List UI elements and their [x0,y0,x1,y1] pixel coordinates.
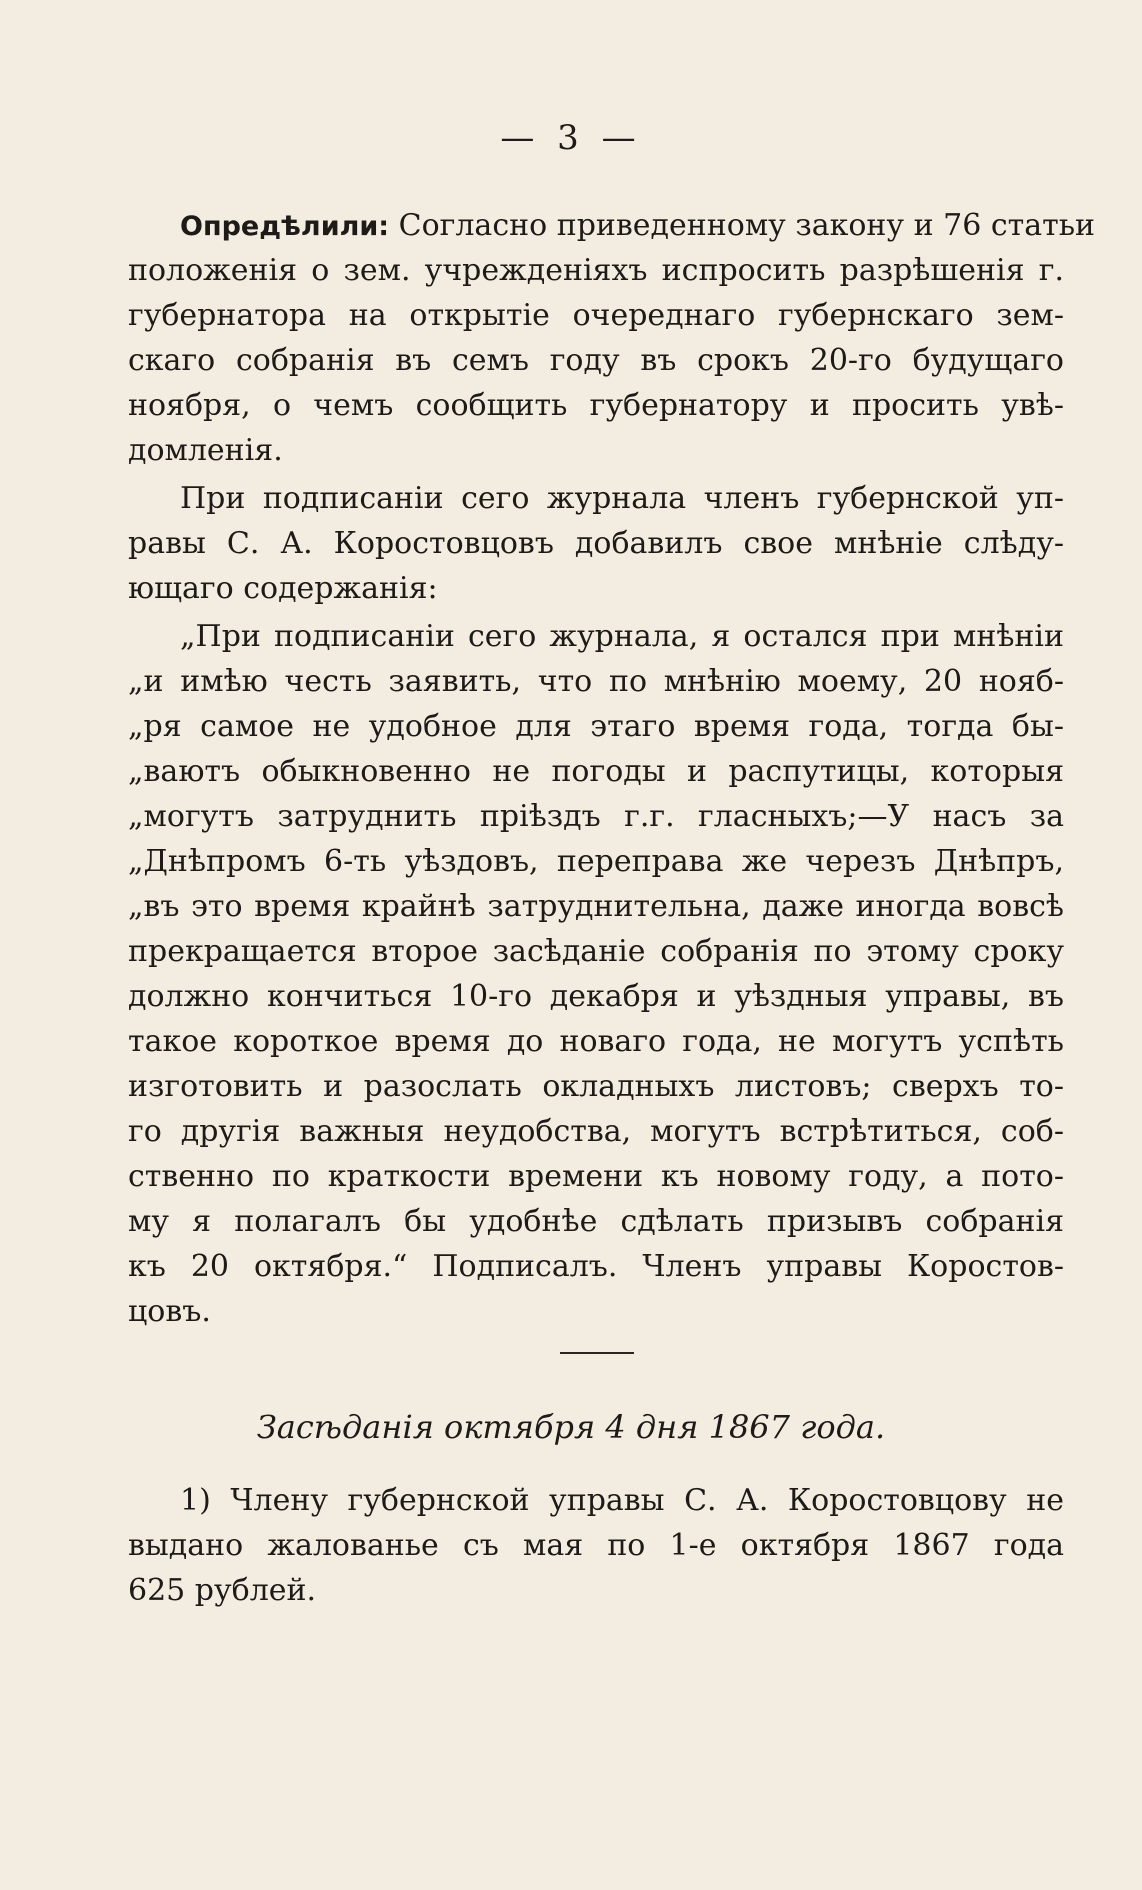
text-line: изготовить и разослать окладныхъ листовъ; сверхъ то- [128,1069,1064,1104]
text-line: 625 рублей. [128,1573,317,1608]
text-line: скаго собранія въ семъ году въ срокъ 20-го будущаго [128,343,1064,378]
item-paragraph [128,1478,1064,1613]
page-number: — 3 — [500,118,642,158]
section-divider [560,1352,634,1354]
text-line: го другія важныя неудобства, могутъ встрѣтиться, соб- [128,1114,1064,1149]
text-line: „и имѣю честь заявить, что по мнѣнію моему, 20 нояб- [128,664,1064,699]
text-line: къ 20 октября.“ Подписалъ. Членъ управы Коростов- [128,1249,1064,1284]
text-line: равы С. А. Коростовцовъ добавилъ свое мнѣніе слѣду- [128,526,1064,561]
text-line: такое короткое время до новаго года, не могутъ успѣть [128,1024,1064,1059]
text-line: „Днѣпромъ 6-ть уѣздовъ, переправа же черезъ Днѣпръ, [128,844,1064,879]
section-heading: Засѣданія октября 4 дня 1867 года. [256,1408,886,1446]
text-line: При подписаніи сего журнала членъ губернской уп- [180,481,1064,516]
text-line: Опредѣлили: Согласно приведенному закону и 76 статьи [180,208,1096,243]
text-line: „могутъ затруднить пріѣздъ г.г. гласныхъ;—У насъ за [128,799,1064,834]
text-line: выдано жалованье съ мая по 1-е октября 1867 года [128,1528,1064,1563]
text-line: ноября, о чемъ сообщить губернатору и просить увѣ- [128,388,1064,423]
text-line: „въ это время крайнѣ затруднительна, даже иногда вовсѣ [128,889,1064,924]
text-line: губернатора на открытіе очереднаго губернскаго зем- [128,298,1064,333]
resolution-heading: Опредѣлили: [180,211,390,242]
quote-paragraph [128,614,1064,1334]
text-line: ственно по краткости времени къ новому году, а пото- [128,1159,1064,1194]
text-line: „ря самое не удобное для этаго время года, тогда бы- [128,709,1064,744]
text-line: должно кончиться 10-го декабря и уѣздныя управы, въ [128,979,1064,1014]
text-line: прекращается второе засѣданіе собранія по этому сроку [128,934,1064,969]
text-line: му я полагалъ бы удобнѣе сдѣлать призывъ собранія [128,1204,1064,1239]
text-line: 1) Члену губернской управы С. А. Коростовцову не [180,1483,1064,1518]
resolution-paragraph [128,203,1096,473]
text-line: положенія о зем. учрежденіяхъ испросить разрѣшенія г. [128,253,1064,288]
text-line: цовъ. [128,1294,211,1329]
text-line: домленія. [128,433,283,468]
text-line: ющаго содержанія: [128,571,438,606]
text-line: „При подписаніи сего журнала, я остался при мнѣніи [180,619,1064,654]
text-line: „ваютъ обыкновенно не погоды и распутицы, которыя [128,754,1064,789]
note-paragraph [128,476,1064,611]
